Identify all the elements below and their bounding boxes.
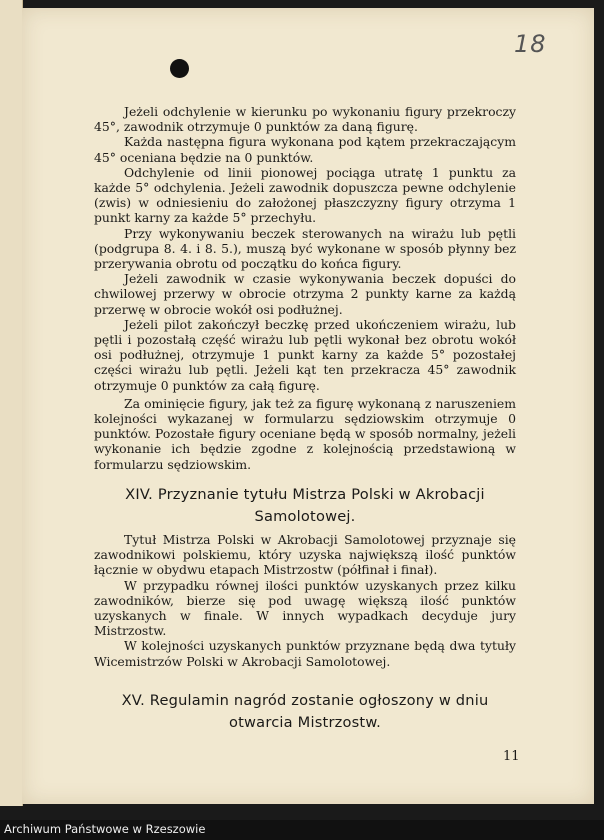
- paragraph: W przypadku równej ilości punktów uzyskanych przez kilku zawodników, bierze się pod uwagę większą ilość punktów uzyskanych w finale. W innych wypadkach decyduje jury Mistrzostw.: [94, 577, 516, 639]
- paragraph: Jeżeli odchylenie w kierunku po wykonaniu figury przekroczy 45°, zawodnik otrzymuje 0 punktów za daną figurę.: [94, 104, 516, 135]
- paragraph: Odchylenie od linii pionowej pociąga utratę 1 punktu za każde 5° odchylenia. Jeżeli zawodnik dopuszcza pewne odchylenie (zwis) w odniesieniu do założonej płaszczyzny figury otrzyma 1 punkt karny za każde 5° przechyłu.: [94, 164, 516, 226]
- rules-text: [94, 104, 516, 472]
- paragraph: Każda następna figura wykonana pod kątem przekraczającym 45° oceniana będzie na 0 punktów.: [94, 134, 516, 165]
- pencil-annotation: 18: [514, 30, 547, 58]
- punch-hole: [170, 59, 189, 78]
- section-xiv-heading: XIV. Przyznanie tytułu Mistrza Polski w Akrobacji Samolotowej.: [125, 486, 485, 525]
- section-xv-heading: XV. Regulamin nagród zostanie ogłoszony w dniu otwarcia Mistrzostw.: [121, 692, 489, 731]
- paragraph: Przy wykonywaniu beczek sterowanych na wirażu lub pętli (podgrupa 8. 4. i 8. 5.), muszą być wykonane w sposób płynny bez przerywania obrotu od początku do końca figury.: [94, 225, 516, 272]
- section-xiv-text: [94, 532, 516, 669]
- page-number: 11: [503, 749, 520, 764]
- paragraph: Za ominięcie figury, jak też za figurę wykonaną z naruszeniem kolejności wykazanej w formularzu sędziowskim otrzymuje 0 punktów. Pozostałe figury oceniane będą w sposób normalny, jeżeli wykonanie ich będzie zgodne z kolejnością przedstawioną w formularzu sędziowskim.: [94, 395, 516, 472]
- page-edge: [0, 0, 23, 806]
- paragraph: Jeżeli zawodnik w czasie wykonywania beczek dopuści do chwilowej przerwy w obrocie otrzyma 2 punkty karne za każdą przerwę w obrocie wokół osi podłużnej.: [94, 271, 516, 317]
- archive-footer: [0, 820, 604, 840]
- paragraph: Tytuł Mistrza Polski w Akrobacji Samolotowej przyznaje się zawodnikowi polskiemu, który uzyska największą ilość punktów łącznie w obydwu etapach Mistrzostw (półfinał i finał).: [94, 532, 516, 578]
- paragraph: W kolejności uzyskanych punktów przyznane będą dwa tytuły Wicemistrzów Polski w Akrobacji Samolotowej.: [94, 638, 516, 669]
- archive-name: Archiwum Państwowe w Rzeszowie: [4, 822, 206, 836]
- paragraph: Jeżeli pilot zakończył beczkę przed ukończeniem wirażu, lub pętli i pozostałą część wirażu lub pętli wykonał bez obrotu wokół osi podłużnej, otrzymuje 1 punkt karny za każde 5° pozostałej części wirażu lub pętli. Jeżeli kąt ten przekracza 45° zawodnik otrzymuje 0 punktów za całą figurę.: [94, 316, 516, 393]
